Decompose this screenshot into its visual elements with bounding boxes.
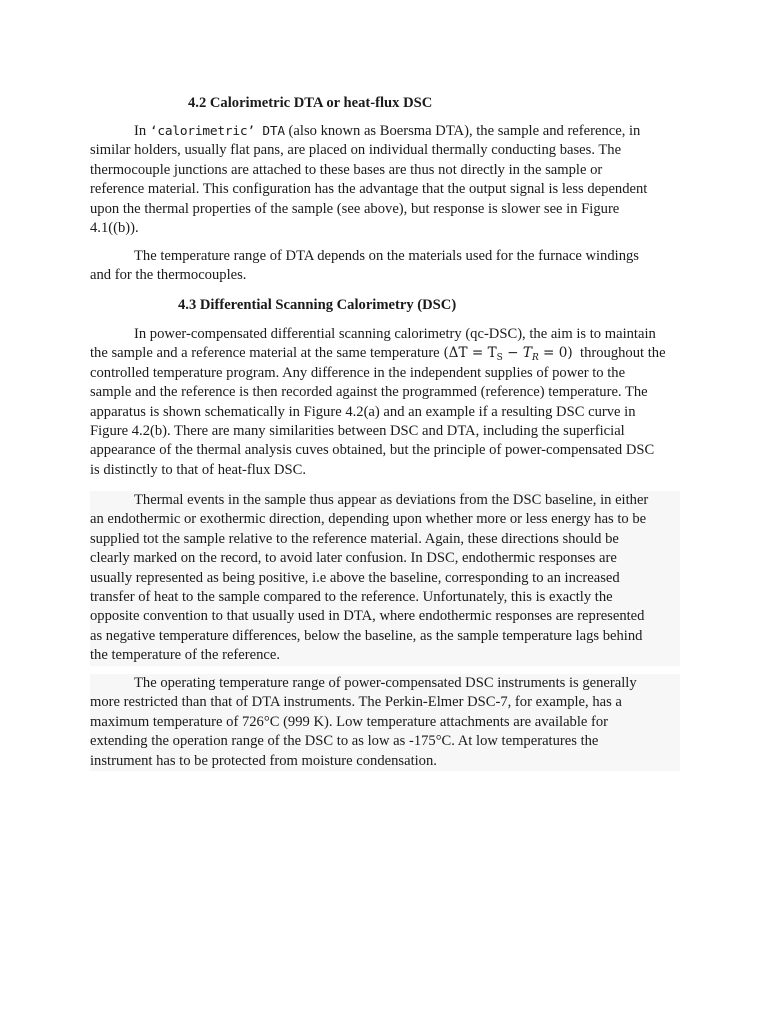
eq-tr: T: [522, 345, 532, 362]
paragraph-line: Figure 4.2(b). There are many similarities between DSC and DTA, including the superficial: [90, 423, 625, 440]
eq-open-paren: (: [443, 345, 449, 362]
section-4-2-paragraph-2: [90, 247, 680, 286]
paragraph-line: usually represented as being positive, i.e above the baseline, corresponding to an increased: [90, 569, 620, 586]
eq-equals: =: [467, 345, 488, 362]
paragraph-line: opposite convention to that usually used in DTA, where endothermic responses are represented: [90, 608, 645, 625]
paragraph-line: clearly marked on the record, to avoid later confusion. In DSC, endothermic responses are: [90, 550, 617, 567]
paragraph-line: as negative temperature differences, below the baseline, as the sample temperature lags behind: [90, 627, 643, 644]
paragraph-line: In power-compensated differential scanning calorimetry (qc-DSC), the aim is to maintain: [134, 326, 656, 342]
eq-equals-zero: = 0: [538, 345, 568, 362]
paragraph-line: The temperature range of DTA depends on the materials used for the furnace windings: [134, 248, 639, 264]
paragraph-line: 4.1((b)).: [90, 220, 139, 237]
paragraph-line: and for the thermocouples.: [90, 267, 247, 284]
paragraph-line: transfer of heat to the sample compared to the reference. Unfortunately, this is exactly the: [90, 589, 613, 606]
term-calorimetric-dta: ‘calorimetric’ DTA: [149, 124, 285, 139]
eq-tr-subscript: R: [531, 353, 539, 364]
paragraph-line: appearance of the thermal analysis cuves obtained, but the principle of power-compensated DSC: [90, 442, 655, 459]
temperature-equation: [443, 345, 573, 364]
section-4-3-paragraph-1: [90, 325, 680, 480]
paragraph-line: reference material. This configuration has the advantage that the output signal is less dependent: [90, 181, 648, 198]
text-run: throughout the: [572, 345, 666, 362]
section-4-3-paragraph-3: [90, 674, 680, 771]
paragraph-line: upon the thermal properties of the sample (see above), but response is slower see in Figure: [90, 200, 620, 217]
eq-ts: T: [487, 345, 497, 362]
paragraph-line: is distinctly to that of heat-flux DSC.: [90, 461, 307, 478]
eq-ts-subscript: S: [496, 353, 503, 364]
text-run: the sample and a reference material at the same temperature: [90, 345, 444, 362]
paragraph-line: The operating temperature range of power-compensated DSC instruments is generally: [134, 675, 637, 691]
section-4-2-paragraph-1: [90, 122, 680, 238]
paragraph-line-with-equation: [90, 344, 680, 363]
text-run: In: [134, 123, 150, 139]
paragraph-line: sample and the reference is then recorded against the programmed (reference) temperature. The: [90, 384, 648, 401]
paragraph-line: thermocouple junctions are attached to these bases are thus not directly in the sample or: [90, 161, 603, 178]
paragraph-line: instrument has to be protected from moisture condensation.: [90, 752, 437, 769]
section-4-3-heading: 4.3 Differential Scanning Calorimetry (DSC): [178, 297, 457, 313]
text-run: (also known as Boersma DTA), the sample and reference, in: [284, 123, 641, 139]
paragraph-line: more restricted than that of DTA instruments. The Perkin-Elmer DSC-7, for example, has a: [90, 694, 622, 711]
paragraph-line: apparatus is shown schematically in Figure 4.2(a) and an example if a resulting DSC curve in: [90, 403, 636, 420]
paragraph-line: controlled temperature program. Any difference in the independent supplies of power to the: [90, 364, 626, 381]
paragraph-line: extending the operation range of the DSC to as low as -175°C. At low temperatures the: [90, 733, 599, 750]
paragraph-line: an endothermic or exothermic direction, depending upon whether more or less energy has to be: [90, 511, 647, 528]
eq-close-paren: ): [567, 345, 573, 362]
paragraph-line: similar holders, usually flat pans, are placed on individual thermally conducting bases. The: [90, 142, 622, 159]
paragraph-line: [90, 122, 680, 141]
paragraph-line: Thermal events in the sample thus appear as deviations from the DSC baseline, in either: [134, 492, 649, 508]
paragraph-line: the temperature of the reference.: [90, 647, 281, 664]
paragraph-line: supplied tot the sample relative to the reference material. Again, these directions should be: [90, 530, 619, 547]
paragraph-line: maximum temperature of 726°C (999 K). Low temperature attachments are available for: [90, 713, 609, 730]
eq-delta-t: ΔT: [448, 345, 468, 362]
eq-minus: −: [502, 345, 523, 362]
section-4-2-heading: 4.2 Calorimetric DTA or heat-flux DSC: [188, 95, 433, 111]
section-4-3-paragraph-2: [90, 491, 680, 666]
